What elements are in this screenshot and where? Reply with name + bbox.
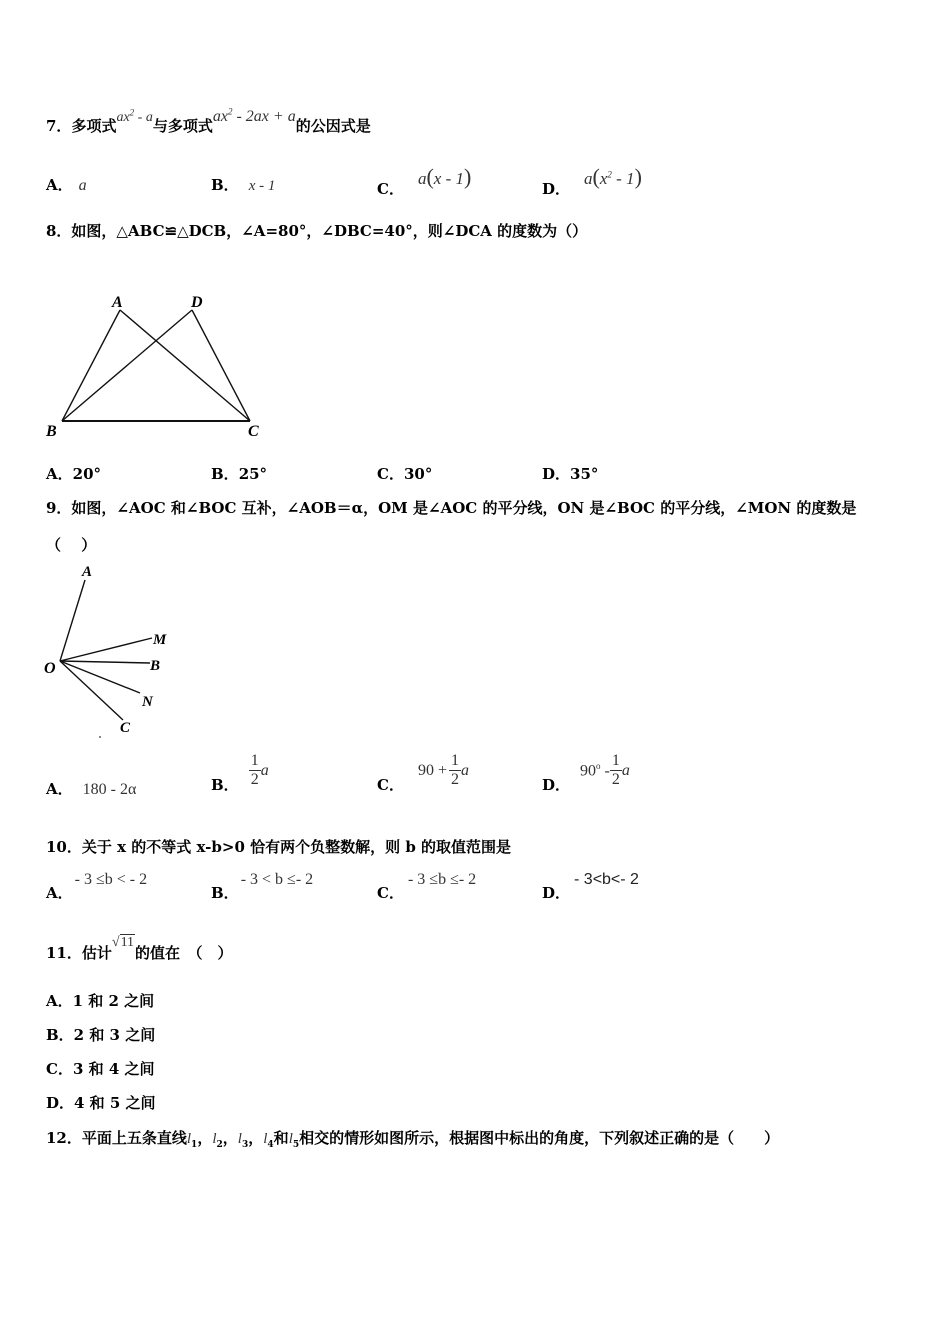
q8-stem: 8．如图，△ABC≌△DCB，∠A=80°，∠DBC=40°，则∠DCA 的度数为（） bbox=[46, 222, 588, 240]
q11-option-c[interactable]: C．3 和 4 之间 bbox=[46, 1060, 155, 1078]
q7-stem: 7．多项式$ax^2$ - a与多项式$ax^2 - 2ax + a$的公因式是 bbox=[46, 106, 371, 135]
q7-expr1: $ax^2$ - a bbox=[116, 107, 153, 125]
q8-triangle-figure bbox=[40, 290, 280, 440]
q8-option-c[interactable]: C．30° bbox=[377, 465, 433, 483]
q7-option-d[interactable]: D．$a(x^2 - 1)$ bbox=[542, 164, 642, 198]
q10-option-d[interactable]: D．- 3<b<- 2 bbox=[542, 871, 639, 902]
q8-option-a[interactable]: A．20° bbox=[46, 465, 102, 483]
q9-option-a[interactable]: A． 180 - 2α bbox=[46, 780, 137, 798]
q9-option-b[interactable]: B． $\frac{1}{2}$ a bbox=[211, 752, 269, 794]
q10-option-a[interactable]: A．- 3 ≤b < - 2 bbox=[46, 871, 148, 902]
q8-label-c: C bbox=[248, 423, 259, 440]
q9-label-o: O bbox=[44, 660, 56, 677]
q10-option-c[interactable]: C．- 3 ≤b ≤- 2 bbox=[377, 871, 477, 902]
q8-label-d: D bbox=[191, 294, 203, 311]
q9-angle-figure bbox=[40, 560, 190, 745]
q7-option-c[interactable]: C．a(x - 1) bbox=[377, 164, 472, 198]
q7-option-b[interactable]: B． x - 1 bbox=[211, 176, 276, 194]
q10-stem: 10．关于 x 的不等式 x-b>0 恰有两个负整数解，则 b 的取值范围是 bbox=[46, 838, 512, 856]
q9-stem-line1: 9．如图，∠AOC 和∠BOC 互补，∠AOB＝α，OM 是∠AOC 的平分线，ON 是∠BOC 的平分线，∠MON 的度数是 bbox=[46, 499, 857, 517]
q11-option-b[interactable]: B．2 和 3 之间 bbox=[46, 1026, 156, 1044]
q10-option-b[interactable]: B．- 3 < b ≤- 2 bbox=[211, 871, 314, 902]
q9-label-b: B bbox=[150, 658, 161, 674]
q9-stem-line2: （ ） bbox=[46, 536, 97, 554]
q9-label-n: N bbox=[142, 694, 153, 710]
q9-label-c: C bbox=[120, 720, 131, 736]
q9-option-c[interactable]: C． 90 + $\frac{1}{2}$ a bbox=[377, 752, 469, 794]
q7-expr2: $ax^2 - 2ax + a$ bbox=[212, 106, 296, 125]
q11-stem: 11．估计√11的值在 （ ） bbox=[46, 935, 233, 962]
q11-option-d[interactable]: D．4 和 5 之间 bbox=[46, 1094, 156, 1112]
q7-option-a[interactable]: A． a bbox=[46, 176, 87, 194]
q12-stem: 12．平面上五条直线$l_1$，$l_2$，$l_3$，$l_4$和$l_5$相交的情形如图所示，根据图中标出的角度，下列叙述正确的是（ ） bbox=[46, 1129, 780, 1150]
q9-option-d[interactable]: D． 90$^o$ - $\frac{1}{2}$ a bbox=[542, 752, 630, 794]
q9-label-m: M bbox=[153, 632, 167, 648]
q11-option-a[interactable]: A．1 和 2 之间 bbox=[46, 992, 155, 1010]
q8-option-d[interactable]: D．35° bbox=[542, 465, 599, 483]
q8-label-a: A bbox=[112, 294, 123, 311]
q8-option-b[interactable]: B．25° bbox=[211, 465, 268, 483]
q11-sqrt: √11 bbox=[111, 935, 135, 950]
q8-label-b: B bbox=[46, 423, 57, 440]
q9-label-a: A bbox=[82, 564, 93, 580]
